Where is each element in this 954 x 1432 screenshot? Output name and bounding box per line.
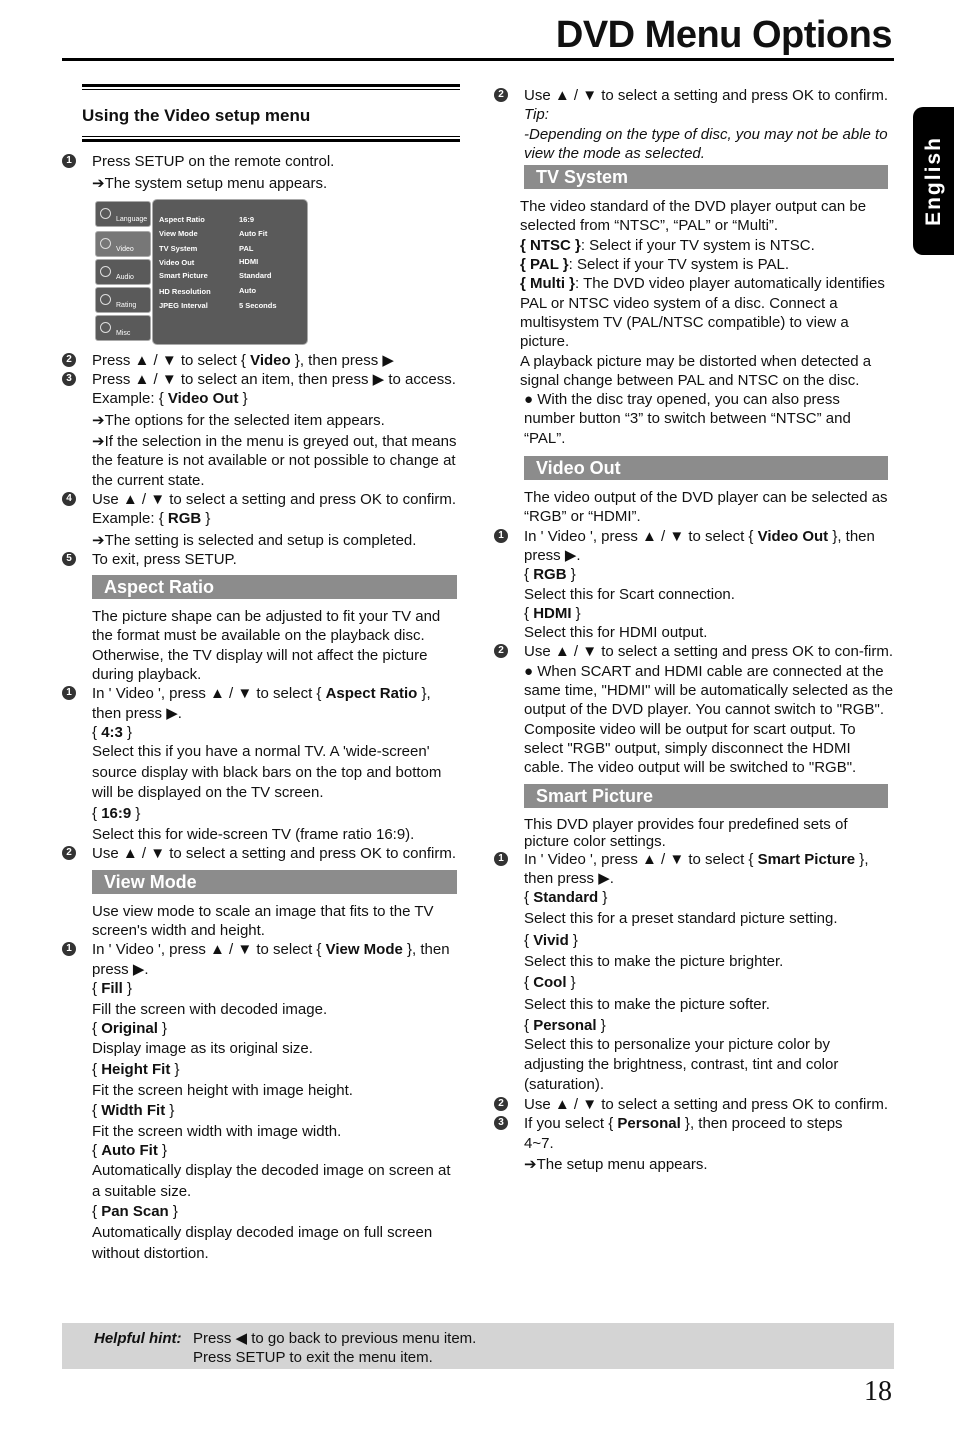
video-icon: [100, 238, 111, 249]
hint-label: Helpful hint:: [94, 1330, 182, 1347]
result-text: The setting is selected and setup is completed.: [104, 531, 417, 549]
menu-item-rating: [95, 287, 151, 313]
option-bold: { Multi }: [520, 275, 575, 293]
step-text: In ' Video ', press ▲ / ▼ to select {: [92, 685, 326, 703]
option-desc: Fit the screen height with image height.: [92, 1082, 353, 1100]
step-result: [62, 531, 462, 550]
menu-row-value: HDMI: [239, 256, 259, 266]
menu-item-video: [95, 231, 151, 257]
title-rule: [62, 58, 894, 61]
option-desc: Select this for HDMI output.: [524, 624, 708, 642]
option-bold: Fill: [101, 979, 123, 997]
example-text: }: [201, 510, 211, 528]
section-rule-bottom: [82, 136, 460, 142]
step-example: [62, 389, 462, 408]
step-text: Press ▲ / ▼ to select an item, then press ▶ to access.: [92, 371, 456, 389]
menu-item-label: Misc: [116, 329, 131, 337]
view-intro: Use view mode to scale an image that fits to the TV screen's width and height.: [92, 902, 434, 939]
step-text: Use ▲ / ▼ to select a setting and press OK to confirm.: [524, 87, 889, 104]
option-desc: Select this to make the picture brighter.: [524, 952, 784, 970]
option-name: { Height Fit }: [92, 1061, 180, 1078]
option-name: { 4:3 }: [92, 723, 133, 741]
option-name: { Standard }: [524, 889, 608, 907]
tv-system-body: [494, 197, 894, 448]
step-2: [62, 351, 462, 370]
example-text: }: [238, 390, 248, 408]
step-text: }, then press ▶.: [524, 527, 875, 564]
step-number-icon: 1: [62, 686, 76, 700]
step-text: To exit, press SETUP.: [92, 550, 237, 568]
step-result: [494, 1155, 894, 1174]
step-number-icon: 2: [494, 1097, 508, 1111]
aspect-step-1: [62, 684, 462, 723]
right-arrow-icon: ➔: [524, 1156, 537, 1174]
menu-row-value: 16:9: [239, 214, 255, 224]
step-4: [62, 490, 462, 509]
option-desc: : The DVD video player automatically identifies PAL or NTSC video system of a disc. Connect a multisystem TV (PAL/NTSC compatible) to view a picture.: [520, 275, 885, 351]
language-tab: [913, 107, 954, 255]
view-step-1: [62, 940, 462, 979]
option-bold: Original: [101, 1020, 158, 1038]
menu-item-misc: [95, 315, 151, 341]
option-name: { 16:9 }: [92, 804, 141, 822]
option-desc: Fit the screen width with image width.: [92, 1122, 342, 1140]
option-bold: Width Fit: [101, 1101, 166, 1119]
option-desc: Select this to make the picture softer.: [524, 995, 770, 1013]
step-number-icon: 1: [62, 942, 76, 956]
aspect-intro: The picture shape can be adjusted to fit your TV and the format must be available on the playback disc. Otherwise, the TV display will not affect the picture during playback.: [92, 608, 441, 684]
bullet-dot-icon: ●: [524, 662, 534, 680]
tip-label: Tip:: [524, 106, 549, 124]
step-number-icon: 5: [62, 552, 76, 566]
bullet-dot-icon: ●: [524, 391, 534, 409]
option-bold: 4:3: [101, 723, 123, 741]
result-text: The system setup menu appears.: [104, 174, 328, 192]
smart-intro: This DVD player provides four predefined sets of picture color settings.: [524, 815, 848, 850]
step-text: Use ▲ / ▼ to select a setting and press OK to con-firm.: [524, 643, 894, 661]
step-text: }, then press ▶.: [524, 850, 869, 887]
menu-item-label: Language: [116, 215, 148, 223]
example-bold: Video Out: [167, 390, 239, 408]
smart-step-2: [494, 1095, 894, 1114]
tv-note: A playback picture may be distorted when detected a signal change between PAL and NTSC on the disc.: [520, 352, 872, 389]
step-number-icon: 2: [62, 353, 76, 367]
step-text: If you select {: [524, 1115, 618, 1133]
lock-icon: [100, 294, 111, 305]
option-name: { Auto Fit }: [92, 1142, 168, 1160]
result-text: The setup menu appears.: [536, 1156, 708, 1174]
result-text: The options for the selected item appears.: [104, 411, 385, 429]
page-title: DVD Menu Options: [555, 14, 892, 56]
step-text: Use ▲ / ▼ to select a setting and press OK to confirm.: [524, 1096, 889, 1114]
option-bold: Cool: [533, 974, 567, 992]
right-arrow-icon: ➔: [92, 433, 105, 451]
example-text: Example: {: [92, 510, 168, 528]
right-arrow-icon: ➔: [92, 174, 105, 192]
step-1: [62, 152, 462, 171]
option-name: { Original }: [92, 1020, 168, 1038]
step-bold: Video Out: [757, 527, 829, 545]
tip-text: -Depending on the type of disc, you may not be able to view the mode as selected.: [524, 125, 888, 162]
step-5: [62, 550, 462, 569]
example-text: Example: {: [92, 390, 168, 408]
step-text: In ' Video ', press ▲ / ▼ to select {: [524, 527, 758, 545]
option-bold: 16:9: [101, 804, 132, 822]
step-bold: Video: [250, 351, 291, 369]
menu-row-value: Auto: [239, 285, 257, 295]
aspect-step-2: [62, 844, 462, 863]
view-mode-header: View Mode: [92, 870, 457, 894]
video-out-bullet: [494, 662, 894, 778]
document-icon: [100, 322, 111, 333]
menu-row-value: PAL: [239, 243, 254, 253]
menu-item-label: Video: [116, 245, 134, 253]
step-example: [62, 509, 462, 528]
option-desc: : Select if your TV system is NTSC.: [580, 236, 815, 254]
tv-multi: [520, 274, 894, 351]
language-icon: [100, 208, 111, 219]
right-column: [494, 86, 894, 1174]
menu-row-label: Video Out: [159, 257, 195, 267]
step-text: Press SETUP on the remote control.: [92, 153, 335, 171]
step-text: Press ▲ / ▼ to select {: [92, 351, 251, 369]
hint-line: Press ◀ to go back to previous menu item.: [193, 1330, 477, 1347]
menu-item-language: [95, 201, 151, 227]
hint-label-text: Helpful hint: [94, 1330, 177, 1347]
example-bold: RGB: [167, 510, 202, 528]
smart-step-3: [494, 1114, 894, 1133]
video-out-header: Video Out: [524, 456, 888, 480]
step-result: [62, 432, 462, 490]
step-number-icon: 1: [494, 852, 508, 866]
option-bold: Standard: [533, 889, 599, 907]
speaker-icon: [100, 266, 111, 277]
step-3: [62, 370, 462, 389]
option-desc: Automatically display decoded image on full screen without distortion.: [92, 1223, 433, 1262]
video-out-step-2: [494, 642, 894, 661]
option-desc: Select this to personalize your picture color by adjusting the brightness, contrast, tint and color (saturation).: [524, 1036, 839, 1094]
option-bold: Auto Fit: [101, 1142, 158, 1160]
menu-row-label: HD Resolution: [159, 286, 211, 296]
video-out-step-1: [494, 527, 894, 566]
option-desc: Automatically display the decoded image on screen at a suitable size.: [92, 1162, 451, 1201]
option-name: { Width Fit }: [92, 1101, 175, 1119]
language-tab-label: English: [921, 136, 945, 226]
menu-row-value: Standard: [239, 270, 272, 280]
step-2: [494, 86, 894, 105]
section-rule-top: [82, 84, 460, 90]
bullet-text: When SCART and HDMI cable are connected at the same time, "HDMI" will be automatically selected as the output of the DVD player. You cannot switch to "RGB". Composite video will be output for scart output. To select "RGB" output, simply disconnect the HDMI cable. The video output will be switched to "RGB".: [524, 662, 894, 777]
tv-ntsc: [520, 236, 894, 255]
step-text: Use ▲ / ▼ to select a setting and press OK to confirm.: [92, 490, 457, 508]
step-number-icon: 2: [62, 846, 76, 860]
option-name: { RGB }: [524, 566, 576, 584]
menu-panel: [152, 199, 308, 345]
option-bold: RGB: [533, 566, 567, 584]
right-arrow-icon: ➔: [92, 411, 105, 429]
step-number-icon: 1: [494, 529, 508, 543]
step-text: In ' Video ', press ▲ / ▼ to select {: [92, 941, 326, 959]
aspect-ratio-header: Aspect Ratio: [92, 575, 457, 599]
menu-item-label: Audio: [116, 273, 134, 281]
tv-system-header: TV System: [524, 165, 888, 189]
option-bold: { PAL }: [520, 256, 569, 274]
step-bold: Personal: [617, 1115, 681, 1133]
menu-row-value: Auto Fit: [239, 228, 268, 238]
step-text: }, then press ▶.: [92, 685, 431, 722]
option-desc: Display image as its original size.: [92, 1039, 313, 1057]
page-number: 18: [864, 1376, 892, 1407]
step-result: [62, 411, 462, 430]
step-text: }, then press ▶.: [92, 941, 450, 978]
hint-line: Press SETUP to exit the menu item.: [193, 1349, 433, 1366]
menu-row-label: View Mode: [159, 228, 198, 238]
step-text: }, then press ▶: [290, 351, 394, 369]
menu-row-label: TV System: [159, 243, 198, 253]
tv-pal: [520, 255, 894, 274]
menu-row-value: 5 Seconds: [239, 300, 277, 310]
menu-sidebar: [94, 199, 152, 345]
option-bold: Vivid: [533, 931, 569, 949]
smart-picture-header: Smart Picture: [524, 784, 888, 808]
option-name: { HDMI }: [524, 604, 581, 622]
option-name: { Pan Scan }: [92, 1203, 178, 1221]
step-range: 4~7.: [524, 1134, 554, 1152]
step-text: }, then proceed to steps: [680, 1115, 843, 1133]
option-bold: { NTSC }: [520, 236, 581, 254]
tv-bullet: [520, 390, 894, 448]
option-name: { Vivid }: [524, 931, 578, 949]
step-result: [62, 174, 462, 193]
tv-intro: The video standard of the DVD player output can be selected from “NTSC”, “PAL” or “Multi”.: [520, 198, 867, 235]
option-desc: Select this for wide-screen TV (frame ratio 16:9).: [92, 826, 415, 844]
step-text: In ' Video ', press ▲ / ▼ to select {: [524, 850, 758, 868]
menu-row-label: Aspect Ratio: [159, 214, 205, 224]
setup-menu-image: [94, 199, 308, 345]
option-bold: Pan Scan: [101, 1203, 169, 1221]
option-desc: Select this for a preset standard picture setting.: [524, 910, 838, 928]
menu-row: [159, 296, 208, 315]
option-bold: Height Fit: [101, 1061, 171, 1078]
option-desc: : Select if your TV system is PAL.: [568, 256, 789, 274]
step-bold: View Mode: [325, 941, 403, 959]
section-title: Using the Video setup menu: [82, 106, 311, 125]
option-desc: Select this if you have a normal TV. A 'wide-screen' source display with black bars on the top and bottom will be displayed on the TV screen.: [92, 743, 442, 802]
option-desc: Fill the screen with decoded image.: [92, 1001, 328, 1019]
step-number-icon: 1: [62, 154, 76, 168]
step-bold: Aspect Ratio: [325, 685, 418, 703]
menu-row-label: Smart Picture: [159, 270, 208, 280]
menu-row-label: JPEG Interval: [159, 300, 208, 310]
helpful-hint-box: [62, 1323, 894, 1369]
bullet-text: With the disc tray opened, you can also press number button “3” to switch between “NTSC” and “PAL”.: [524, 391, 851, 447]
hint-body: [193, 1329, 476, 1367]
result-text: If the selection in the menu is greyed out, that means the feature is not available or not possible to change at the current state.: [92, 433, 457, 489]
step-number-icon: 3: [62, 372, 76, 386]
option-bold: HDMI: [533, 604, 572, 622]
option-name: { Personal }: [524, 1016, 606, 1034]
smart-step-1: [494, 850, 894, 889]
step-number-icon: 4: [62, 492, 76, 506]
option-name: { Fill }: [92, 979, 133, 997]
left-column: [62, 84, 462, 1264]
right-arrow-icon: ➔: [92, 531, 105, 549]
menu-item-label: Rating: [116, 301, 137, 309]
option-desc: Select this for Scart connection.: [524, 585, 735, 603]
step-bold: Smart Picture: [757, 850, 856, 868]
video-out-intro: The video output of the DVD player can be selected as “RGB” or “HDMI”.: [524, 489, 888, 526]
step-number-icon: 2: [494, 88, 508, 102]
step-text: Use ▲ / ▼ to select a setting and press OK to confirm.: [92, 845, 457, 863]
option-name: { Cool }: [524, 974, 576, 992]
menu-item-audio: [95, 259, 151, 285]
option-bold: Personal: [533, 1016, 597, 1034]
step-number-icon: 2: [494, 644, 508, 658]
step-number-icon: 3: [494, 1116, 508, 1130]
